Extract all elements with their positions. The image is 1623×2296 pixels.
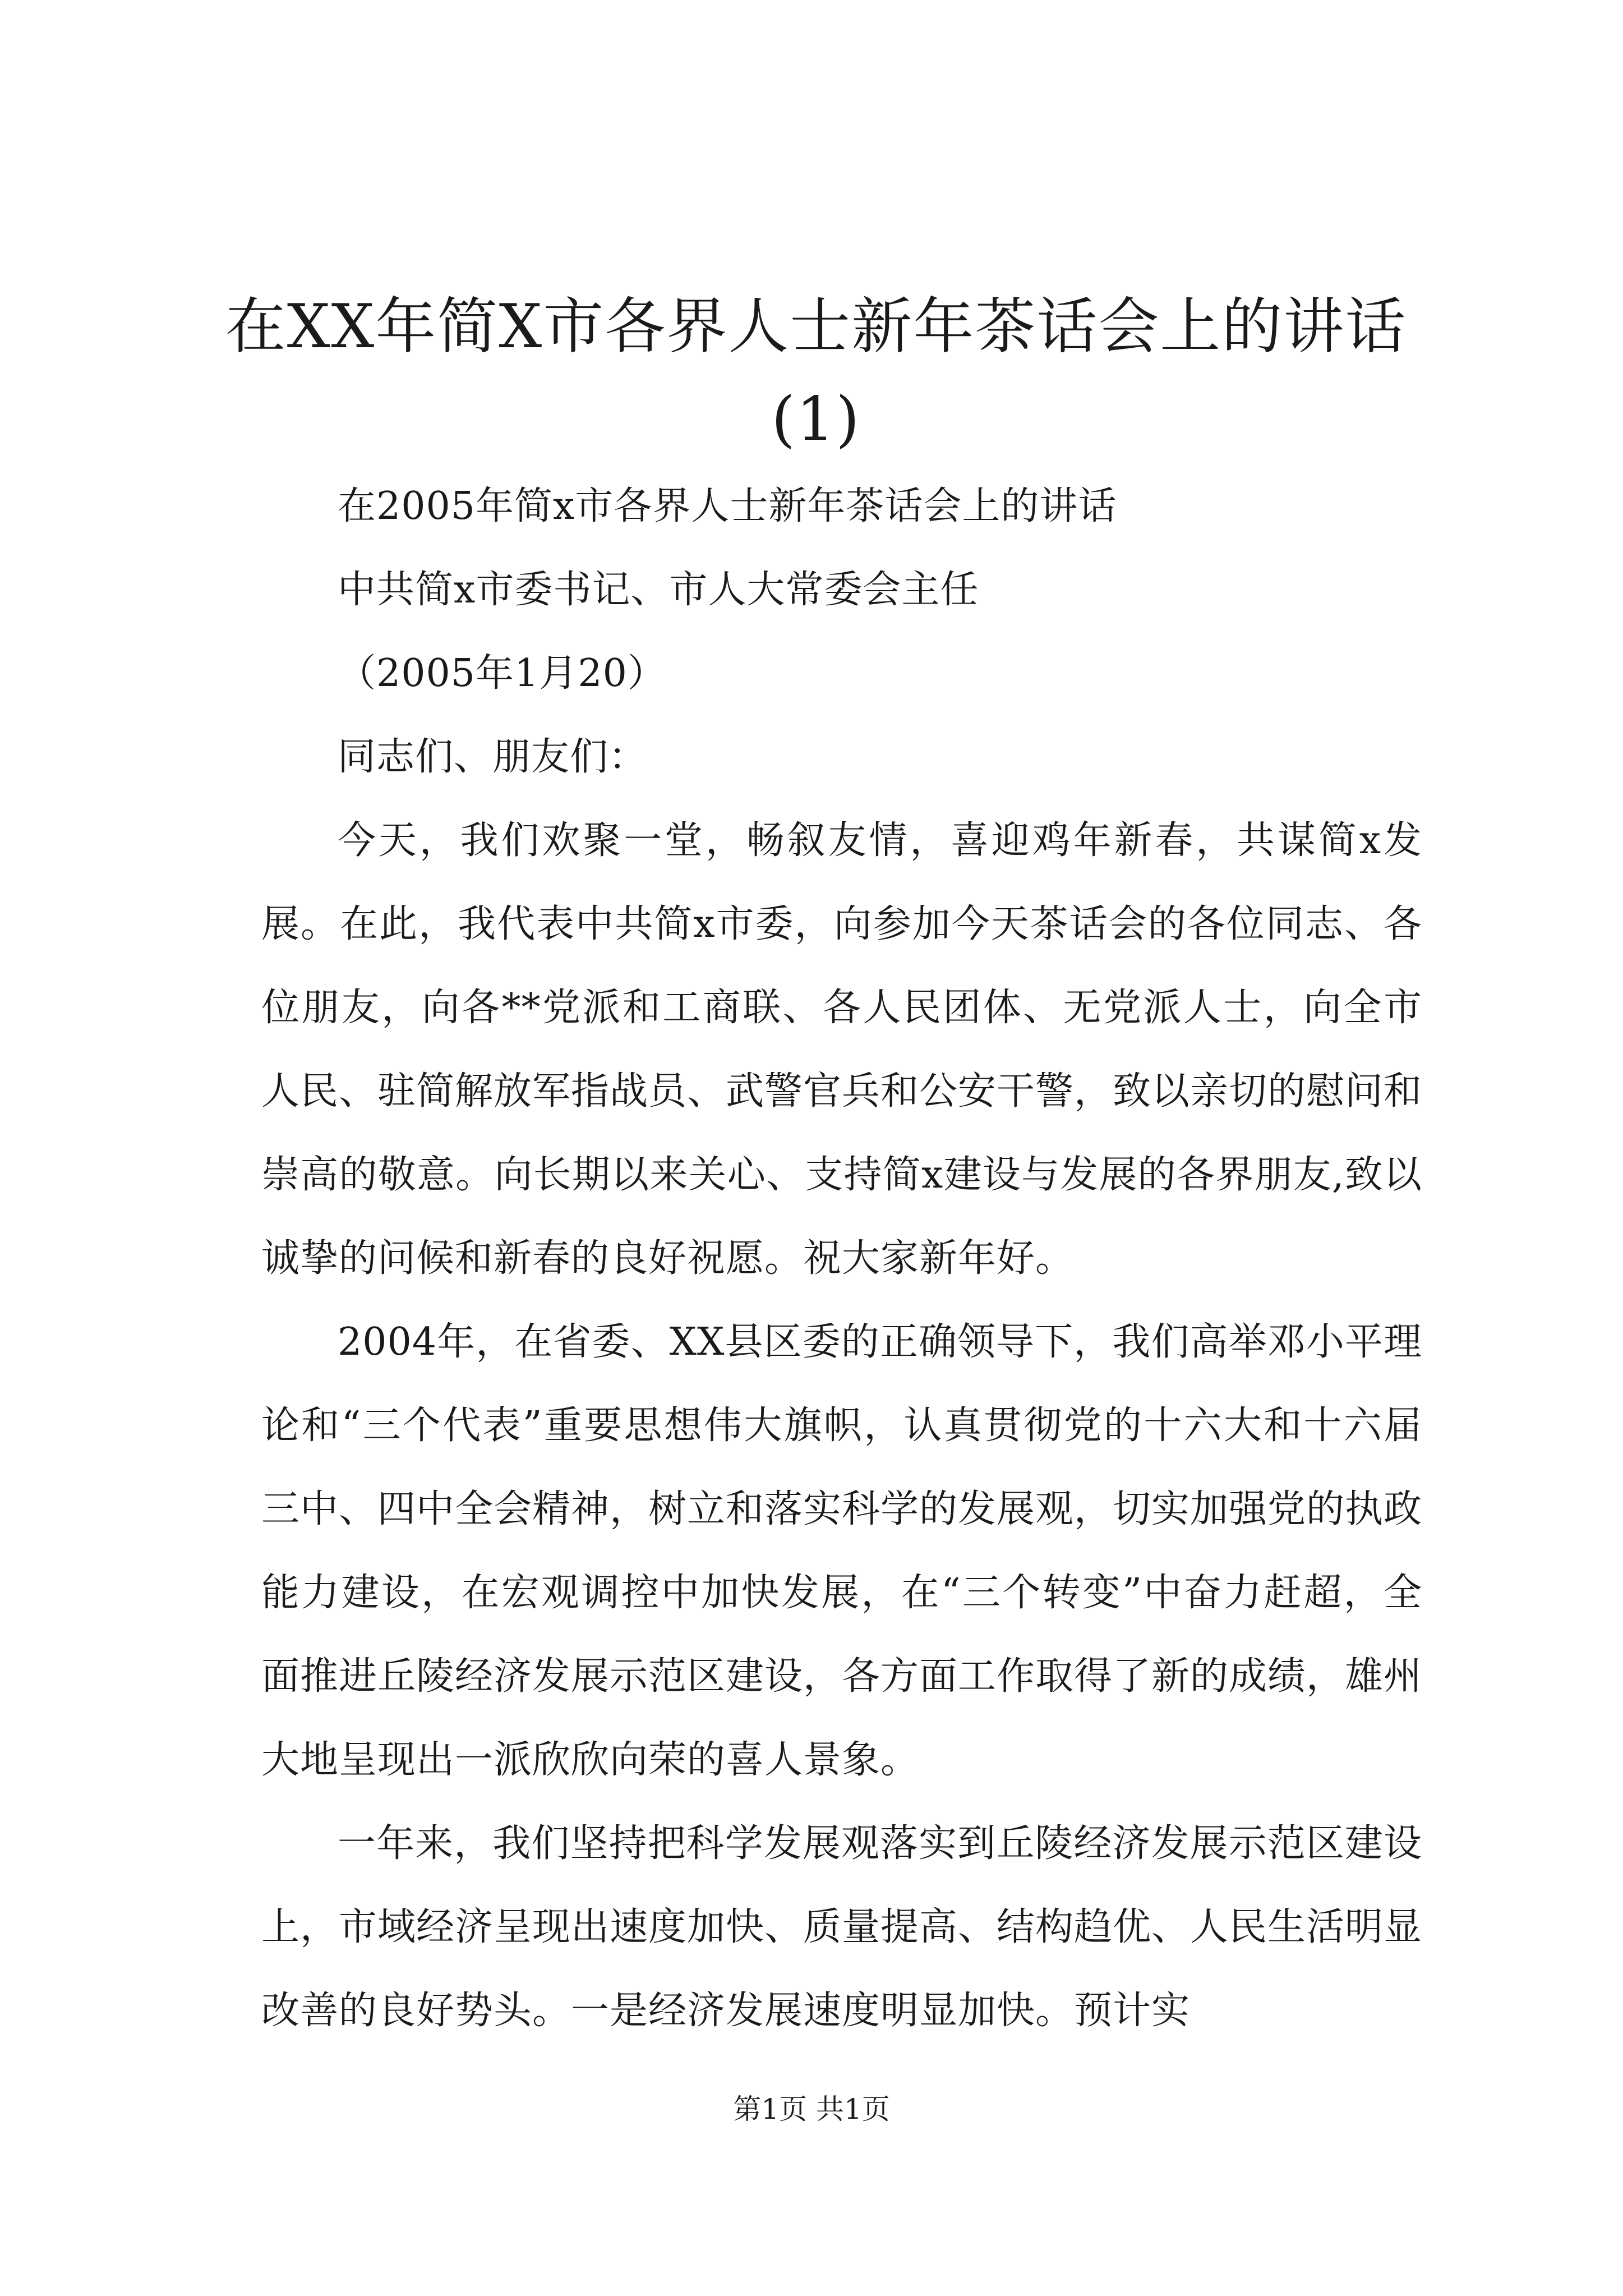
document-body xyxy=(261,464,1422,2053)
paragraph: 一年来，我们坚持把科学发展观落实到丘陵经济发展示范区建设上，市域经济呈现出速度加快、质量提高、结构趋优、人民生活明显改善的良好势头。一是经济发展速度明显加快。预计实 xyxy=(261,1821,1423,2033)
paragraph: 2004年，在省委、XX县区委的正确领导下，我们高举邓小平理论和“三个代表”重要思想伟大旗帜，认真贯彻党的十六大和十六届三中、四中全会精神，树立和落实科学的发展观，切实加强党的执政能力建设，在宏观调控中加快发展，在“三个转变”中奋力赶超，全面推进丘陵经济发展示范区建设，各方面工作取得了新的成绩，雄州大地呈现出一派欣欣向荣的喜人景象。 xyxy=(261,1320,1423,1782)
page-footer: 第1页 共1页 xyxy=(733,2093,890,2125)
document-title: 在XX年简X市各界人士新年茶话会上的讲话(1) xyxy=(225,292,1407,454)
paragraph: 今天，我们欢聚一堂，畅叙友情，喜迎鸡年新春，共谋简x发展。在此，我代表中共简x市委，向参加今天茶话会的各位同志、各位朋友，向各**党派和工商联、各人民团体、无党派人士，向全市人民、驻简解放军指战员、武警官兵和公安干警，致以亲切的慰问和崇高的敬意。向长期以来关心、支持简x建设与发展的各界朋友,致以诚挚的问候和新春的良好祝愿。祝大家新年好。 xyxy=(261,818,1423,1281)
date-line: （2005年1月20） xyxy=(338,651,666,696)
salutation: 同志们、朋友们： xyxy=(338,735,648,779)
speech-heading: 在2005年简x市各界人士新年茶话会上的讲话 xyxy=(338,484,1117,528)
speaker-line: 中共简x市委书记、市人大常委会主任 xyxy=(338,568,979,612)
